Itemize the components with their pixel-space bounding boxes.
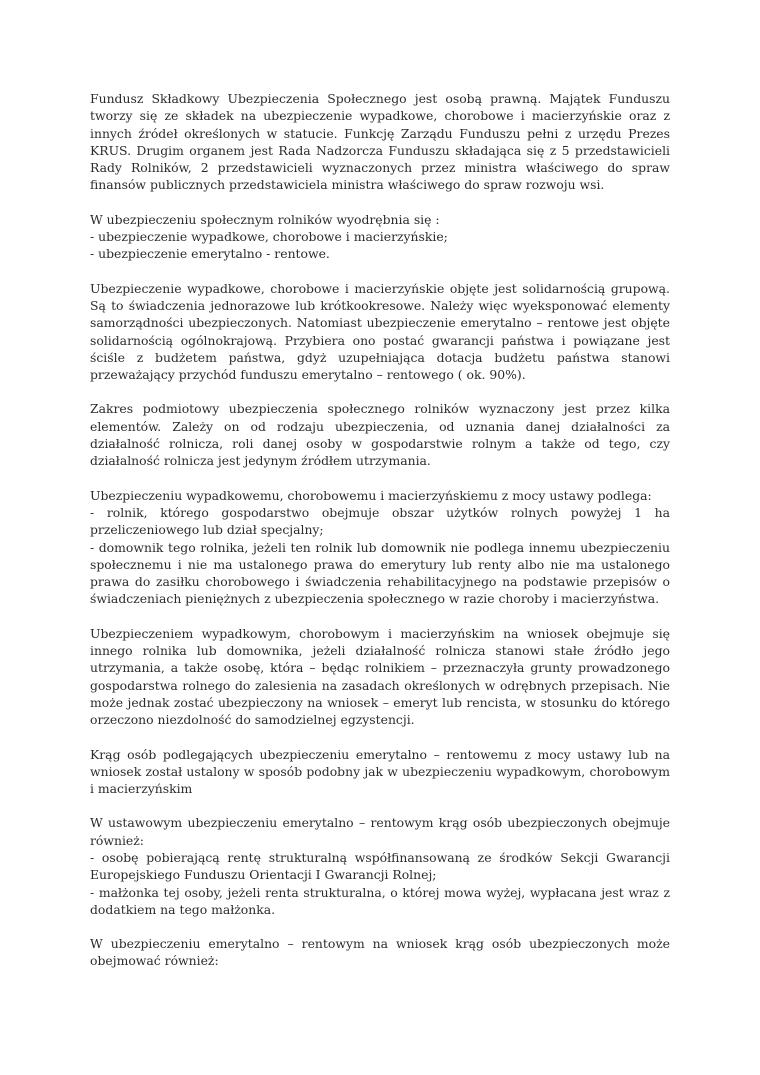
paragraph-rodzaje-ubezpieczen bbox=[90, 211, 670, 263]
paragraph-solidarnosc: Ubezpieczenie wypadkowe, chorobowe i macierzyńskie objęte jest solidarnością grupową. Są to świadczenia jednorazowe lub krótkookresowe. Należy więc wyeksponować elementy samorządności ubezpieczonych. Natomiast ubezpieczenie emerytalno – rentowe jest objęte solidarnością ogólnokrajową. Przybiera ono postać gwarancji państwa i powiązane jest ściśle z budżetem państwa, gdyż uzupełniająca dotacja budżetu państwa stanowi przeważający przychód funduszu emerytalno – rentowego ( ok. 90%). bbox=[90, 280, 670, 383]
list-item: - małżonka tej osoby, jeżeli renta strukturalna, o której mowa wyżej, wypłacana jest wraz z dodatkiem na tego małżonka. bbox=[90, 884, 670, 917]
document-page bbox=[90, 90, 670, 987]
paragraph-wniosek-emerytalno-rentowe: W ubezpieczeniu emerytalno – rentowym na wniosek krąg osób ubezpieczonych może obejmować również: bbox=[90, 936, 670, 969]
paragraph-ubezpieczenie-z-mocy-ustawy bbox=[90, 487, 670, 608]
list-item: - osobę pobierającą rentę strukturalną współfinansowaną ze środków Sekcji Gwarancji Europejskiego Funduszu Orientacji I Gwarancji Rolnej; bbox=[90, 849, 670, 883]
paragraph-ubezpieczenie-na-wniosek: Ubezpieczeniem wypadkowym, chorobowym i macierzyńskim na wniosek obejmuje się innego rolnika lub domownika, jeżeli działalność rolnicza stanowi stałe źródło jego utrzymania, a także osobę, która – będąc rolnikiem – przeznaczyła grunty prowadzonego gospodarstwa rolnego do zalesienia na zasadach określonych w odrębnych przepisach. Nie może jednak zostać ubezpieczony na wniosek – emeryt lub rencista, w stosunku do którego orzeczono niezdolność do samodzielnej egzystencji. bbox=[90, 625, 670, 728]
paragraph-zakres-podmiotowy: Zakres podmiotowy ubezpieczenia społecznego rolników wyznaczony jest przez kilka elementów. Zależy on od rodzaju ubezpieczenia, od uznania danej działalności za działalność rolnicza, roli danej osoby w gospodarstwie rolnym a także od tego, czy działalność rolnicza jest jedynym źródłem utrzymania. bbox=[90, 401, 670, 469]
list-item: - domownik tego rolnika, jeżeli ten rolnik lub domownik nie podlega innemu ubezpieczeniu społecznemu i nie ma ustalonego prawa do emerytury lub renty albo nie ma ustalonego prawa do zasiłku chorobowego i świadczenia rehabilitacyjnego na podstawie przepisów o świadczeniach pieniężnych z ubezpieczenia społecznego w razie choroby i macierzyństwa. bbox=[90, 539, 670, 607]
paragraph-ustawowe-emerytalno-rentowe bbox=[90, 814, 670, 918]
list-intro: Ubezpieczeniu wypadkowemu, chorobowemu i macierzyńskiemu z mocy ustawy podlega: bbox=[90, 487, 652, 503]
list-item: - ubezpieczenie emerytalno - rentowe. bbox=[90, 246, 330, 262]
list-item: - rolnik, którego gospodarstwo obejmuje obszar użytków rolnych powyżej 1 ha przeliczeniowego lub dział specjalny; bbox=[90, 504, 670, 538]
list-intro: W ustawowym ubezpieczeniu emerytalno – rentowym krąg osób ubezpieczonych obejmuje również: bbox=[90, 815, 670, 848]
list-intro: W ubezpieczeniu społecznym rolników wyodrębnia się : bbox=[90, 211, 440, 227]
paragraph-krag-osob: Krąg osób podlegających ubezpieczeniu emerytalno – rentowemu z mocy ustawy lub na wniosek został ustalony w sposób podobny jak w ubezpieczeniu wypadkowym, chorobowym i macierzyńskim bbox=[90, 746, 670, 797]
list-item: - ubezpieczenie wypadkowe, chorobowe i macierzyńskie; bbox=[90, 229, 448, 245]
paragraph-fundusz: Fundusz Składkowy Ubezpieczenia Społecznego jest osobą prawną. Majątek Funduszu tworzy się ze składek na ubezpieczenie wypadkowe, chorobowe i macierzyńskie oraz z innych źródeł określonych w statucie. Funkcję Zarządu Funduszu pełni z urzędu Prezes KRUS. Drugim organem jest Rada Nadzorcza Funduszu składająca się z 5 przedstawicieli Rady Rolników, 2 przedstawicieli wyznaczonych przez ministra właściwego do spraw finansów publicznych przedstawiciela ministra właściwego do spraw rozwoju wsi. bbox=[90, 91, 670, 193]
